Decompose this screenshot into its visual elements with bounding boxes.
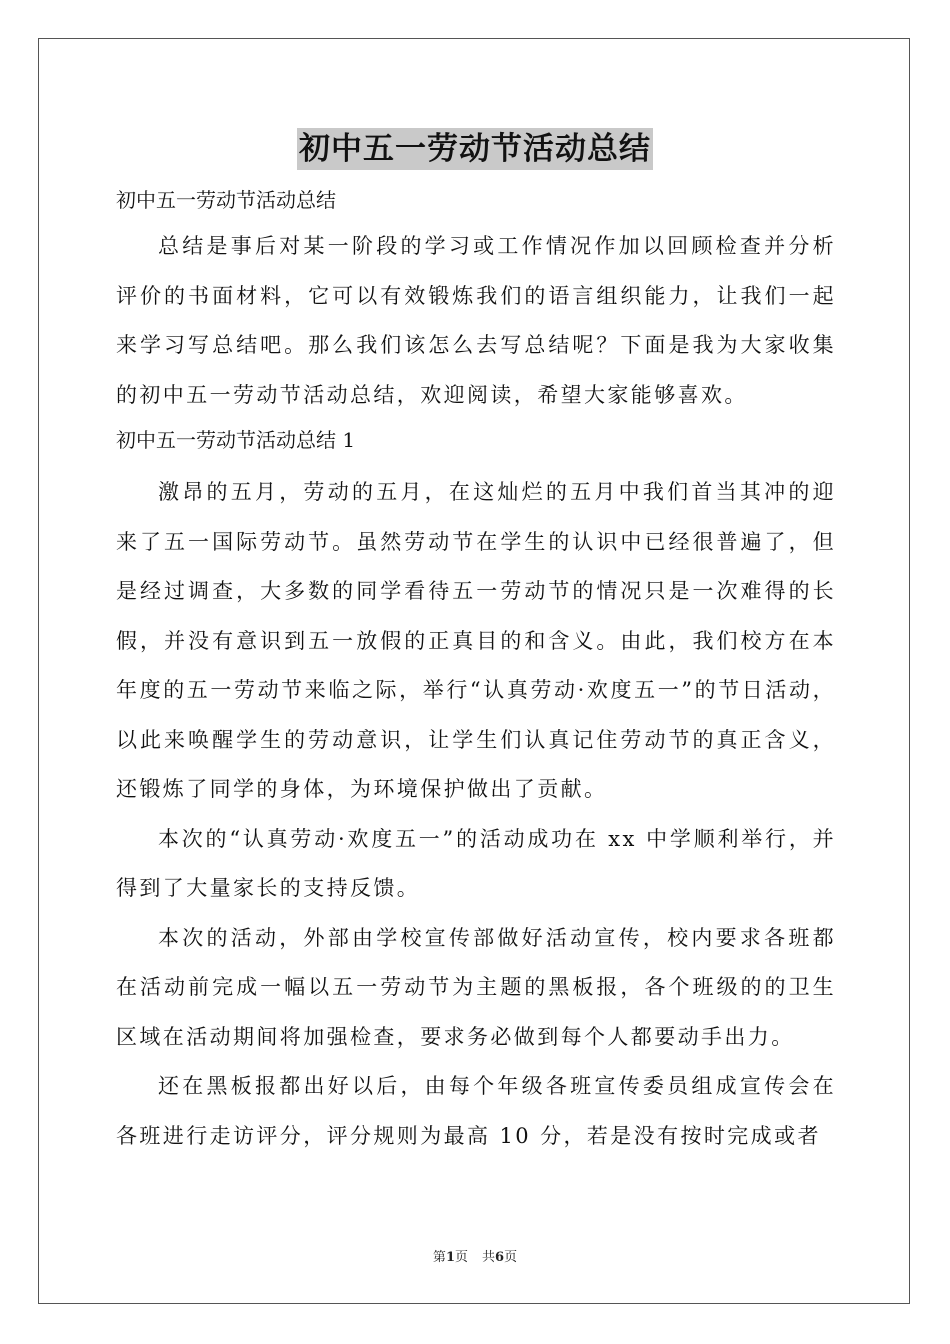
total-pages-number: 6 (495, 1250, 505, 1265)
current-page-number: 1 (445, 1250, 455, 1265)
body-paragraph: 本次的活动，外部由学校宣传部做好活动宣传，校内要求各班都在活动前完成一幅以五一劳动节为主题的黑板报，各个班级的的卫生区域在活动期间将加强检查，要求务必做到每个人都要动手出力。 (116, 925, 836, 1049)
total-pages-unit: 页 (504, 1250, 518, 1265)
body-paragraph: 本次的“认真劳动·欢度五一”的活动成功在 xx 中学顺利举行，并得到了大量家长的支持反馈。 (116, 826, 836, 900)
body-paragraph: 还在黑板报都出好以后，由每个年级各班宣传委员组成宣传会在各班进行走访评分，评分规则为最高 10 分，若是没有按时完成或者 (116, 1074, 836, 1148)
document-body (116, 180, 836, 1161)
section-heading: 初中五一劳动节活动总结 1 (116, 428, 356, 452)
document-subtitle: 初中五一劳动节活动总结 (116, 188, 336, 212)
page-footer (0, 1246, 950, 1265)
title-container (0, 128, 950, 170)
document-title: 初中五一劳动节活动总结 (297, 128, 653, 170)
page-number-prefix: 第 (432, 1250, 446, 1265)
page-number-unit: 页 (454, 1250, 468, 1265)
total-pages-prefix: 共 (482, 1250, 496, 1265)
intro-paragraph: 总结是事后对某一阶段的学习或工作情况作加以回顾检查并分析评价的书面材料，它可以有效锻炼我们的语言组织能力，让我们一起来学习写总结吧。那么我们该怎么去写总结呢？下面是我为大家收集的初中五一劳动节活动总结，欢迎阅读，希望大家能够喜欢。 (116, 234, 836, 407)
body-paragraph: 激昂的五月，劳动的五月，在这灿烂的五月中我们首当其冲的迎来了五一国际劳动节。虽然劳动节在学生的认识中已经很普遍了，但是经过调查，大多数的同学看待五一劳动节的情况只是一次难得的长假，并没有意识到五一放假的正真目的和含义。由此，我们校方在本年度的五一劳动节来临之际，举行“认真劳动·欢度五一”的节日活动，以此来唤醒学生的劳动意识，让学生们认真记住劳动节的真正含义，还锻炼了同学的身体，为环境保护做出了贡献。 (116, 480, 836, 801)
